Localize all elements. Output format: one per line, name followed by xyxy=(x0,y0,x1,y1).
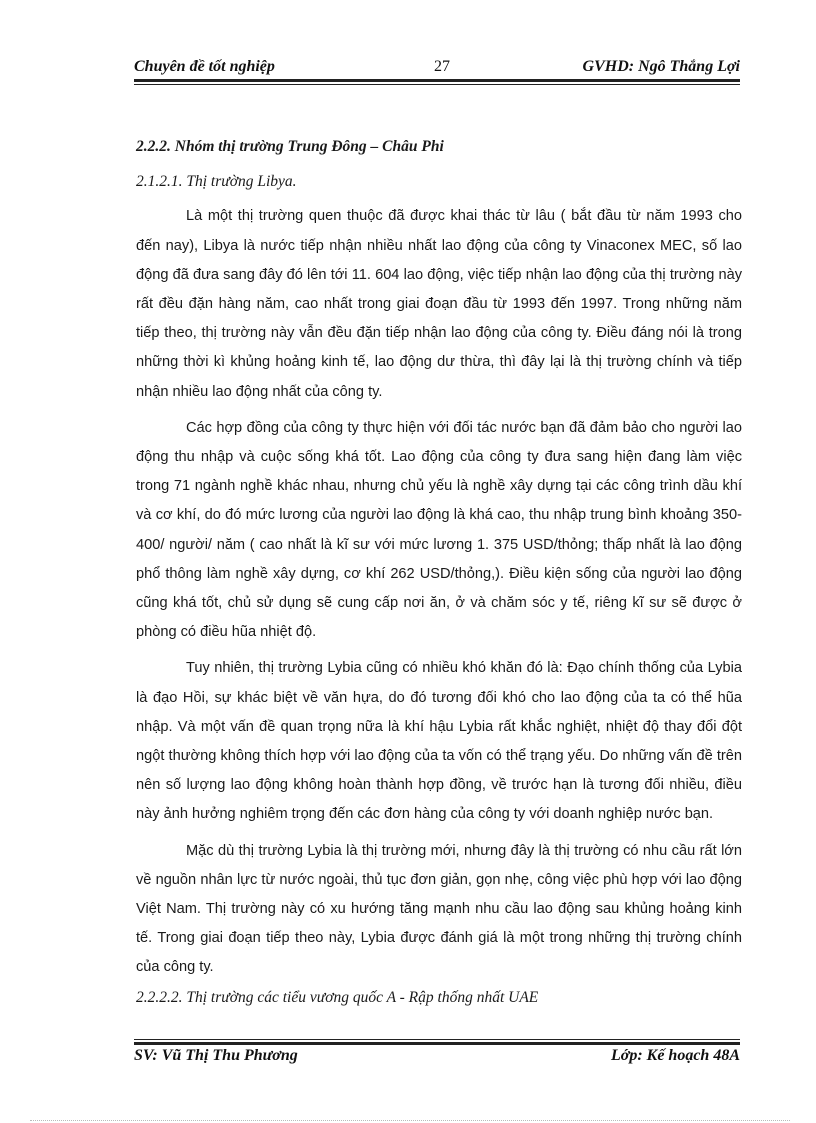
footer-student-name: SV: Vũ Thị Thu Phương xyxy=(134,1047,298,1064)
header-supervisor: GVHD: Ngô Thắng Lợi xyxy=(582,58,740,75)
header-rule-thin xyxy=(134,84,740,85)
subsection-heading-libya: 2.1.2.1. Thị trường Libya. xyxy=(136,173,297,191)
section-heading: 2.2.2. Nhóm thị trường Trung Đông – Châu Phi xyxy=(136,138,444,155)
footer-rule-thick xyxy=(134,1042,740,1045)
page-header xyxy=(134,58,740,80)
header-rule-thick xyxy=(134,79,740,82)
page-bottom-border xyxy=(30,1120,790,1121)
document-body xyxy=(136,132,742,1012)
footer-class-name: Lớp: Kế hoạch 48A xyxy=(610,1047,740,1064)
page-footer xyxy=(134,1047,740,1069)
paragraph: Tuy nhiên, thị trường Lybia cũng có nhiều khó khăn đó là: Đạo chính thống của Lybia là đạo Hồi, sự khác biệt về văn hựa, do đó tương đối khó cho lao động của ta có thể hũa nhập. Và một vấn đề quan trọng nữa là khí hậu Lybia rất khắc nghiệt, nhiệt độ thay đổi đột ngột thường không thích hợp với lao động của ta vốn có thể trạng yếu. Do những vấn đề trên nên số lượng lao động không hoàn thành hợp đồng, về trước hạn là tương đối nhiều, điều này ảnh hưởng nghiêm trọng đến các đơn hàng của công ty với doanh nghiệp nước bạn. xyxy=(136,660,742,823)
subsection-heading-uae: 2.2.2.2. Thị trường các tiểu vương quốc A - Rập thống nhất UAE xyxy=(136,988,539,1006)
paragraph: Mặc dù thị trường Lybia là thị trường mới, nhưng đây là thị trường có nhu cầu rất lớn về nguồn nhân lực từ nước ngoài, thủ tục đơn giản, gọn nhẹ, công việc phù hợp với lao động Việt Nam. Thị trường này có xu hướng tăng mạnh nhu cầu lao động sau khủng hoảng kinh tế. Trong giai đoạn tiếp theo này, Lybia được đánh giá là một trong những thị trường chính của công ty. xyxy=(136,842,742,976)
paragraph: Các hợp đồng của công ty thực hiện với đối tác nước bạn đã đảm bảo cho người lao động thu nhập và cuộc sống khá tốt. Lao động của công ty đưa sang hiện đang làm việc trong 71 ngành nghề khác nhau, nhưng chủ yếu là nghề xây dựng tại các công trình dầu khí và cơ khí, do đó mức lương của người lao động là khá cao, thu nhập trung bình khoảng 350-400/ người/ năm ( cao nhất là kĩ sư với mức lương 1. 375 USD/thỏng; thấp nhất là lao động phổ thông làm nghề xây dựng, cơ khí 262 USD/thỏng,). Điều kiện sống của người lao động cũng khá tốt, chủ sử dụng sẽ cung cấp nơi ăn, ở và chăm sóc y tế, riêng kĩ sư sẽ được ở phòng có điều hũa nhiệt độ. xyxy=(136,419,742,641)
paragraph: Là một thị trường quen thuộc đã được khai thác từ lâu ( bắt đầu từ năm 1993 cho đến nay), Libya là nước tiếp nhận nhiều nhất lao động của công ty Vinaconex MEC, số lao động đã đưa sang đây đó lên tới 11. 604 lao động, việc tiếp nhận lao động của thị trường này rất đều đặn hàng năm, cao nhất trong giai đoạn đầu từ 1993 đến 1997. Trong những năm tiếp theo, thị trường này vẫn đều đặn tiếp nhận lao động của công ty. Điều đáng nói là trong những thời kì khủng hoảng kinh tế, lao động dư thừa, thì đây lại là thị trường chính và tiếp nhận nhiều lao động nhất của công ty. xyxy=(136,208,742,400)
header-page-number: 27 xyxy=(434,58,450,75)
footer-rule-thin xyxy=(134,1039,740,1040)
header-document-type: Chuyên đề tốt nghiệp xyxy=(134,58,275,75)
